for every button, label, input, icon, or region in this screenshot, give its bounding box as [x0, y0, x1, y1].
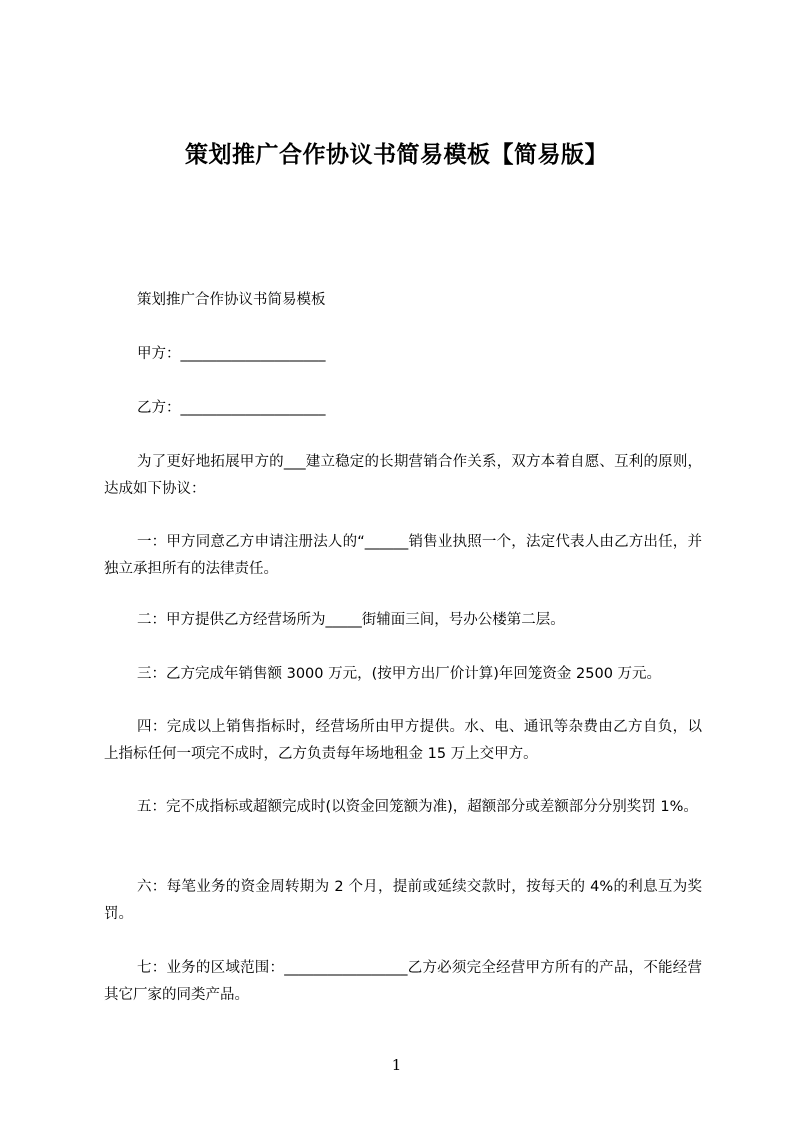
clause-5-paragraph: 五：完不成指标或超额完成时(以资金回笼额为准)，超额部分或差额部分分别奖罚 1%。: [137, 799, 698, 815]
intro-paragraph: 为了更好地拓展甲方的___建立稳定的长期营销合作关系，双方本着自愿、互利的原则，达成如下协议：: [104, 454, 702, 497]
clause-3-paragraph: 三：乙方完成年销售额 3000 万元，(按甲方出厂价计算)年回笼资金 2500 万元。: [137, 666, 662, 682]
clause-4-paragraph: 四：完成以上销售指标时，经营场所由甲方提供。水、电、通讯等杂费由乙方自负，以上指标任何一项完不成时，乙方负责每年场地租金 15 万上交甲方。: [104, 719, 702, 762]
subtitle-paragraph: 策划推广合作协议书简易模板: [137, 292, 326, 308]
party-a-line: 甲方：____________________: [137, 346, 326, 362]
page-title: 策划推广合作协议书简易模板【简易版】: [185, 142, 608, 168]
clause-6-paragraph: 六：每笔业务的资金周转期为 2 个月，提前或延续交款时，按每天的 4%的利息互为奖罚。: [104, 879, 702, 922]
page-number: 1: [391, 1056, 402, 1074]
clause-7-paragraph: 七：业务的区域范围：_________________乙方必须完全经营甲方所有的产品，不能经营其它厂家的同类产品。: [104, 960, 702, 1003]
clause-1-paragraph: 一：甲方同意乙方申请注册法人的“______销售业执照一个，法定代表人由乙方出任，并独立承担所有的法律责任。: [104, 534, 702, 577]
clause-2-paragraph: 二：甲方提供乙方经营场所为_____街辅面三间，号办公楼第二层。: [137, 612, 565, 628]
party-b-line: 乙方：____________________: [137, 400, 326, 416]
